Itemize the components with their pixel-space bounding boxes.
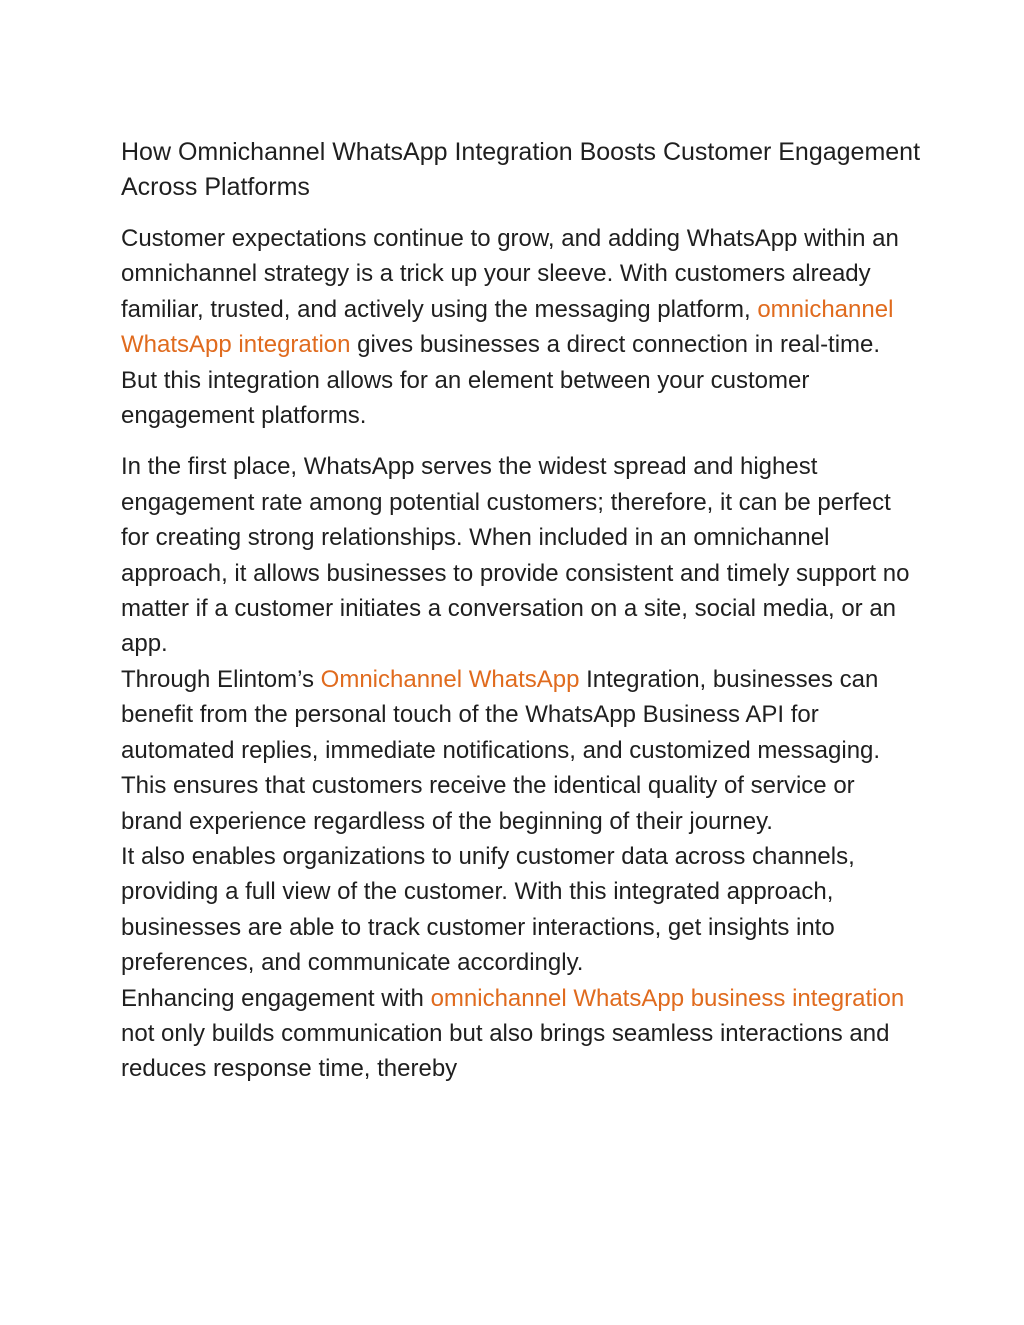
omnichannel-whatsapp-business-integration-link[interactable]: omnichannel WhatsApp business integration [430, 984, 905, 1012]
paragraph-text: Integration, businesses can benefit from the personal touch of the WhatsApp Business API for automated replies, immediate notifications, and customized messaging. This ensures that customers receive the identical quality of service or brand experience regardless of the beginning of their journey. [121, 665, 881, 835]
paragraph-enhancing [121, 981, 921, 1087]
document-title: How Omnichannel WhatsApp Integration Boosts Customer Engagement Across Platforms [121, 138, 921, 201]
paragraph-intro [121, 221, 921, 433]
paragraph-text: Customer expectations continue to grow, and adding WhatsApp within an omnichannel strategy is a trick up your sleeve. With customers already familiar, trusted, and actively using the messaging platform, [121, 225, 899, 323]
paragraph-text: gives businesses a direct connection in real-time. But this integration allows for an element between your customer engagement platforms. [121, 331, 881, 430]
paragraph-unify-data: It also enables organizations to unify customer data across channels, providing a full view of the customer. With this integrated approach, businesses are able to track customer interactions, get insights into preferences, and communicate accordingly. [121, 842, 855, 977]
paragraph-text: not only builds communication but also brings seamless interactions and reduces response time, thereby [121, 1019, 890, 1083]
document-page [121, 135, 921, 1087]
omnichannel-whatsapp-integration-link[interactable]: omnichannel WhatsApp integration [121, 295, 894, 359]
paragraph-first-place: In the first place, WhatsApp serves the widest spread and highest engagement rate among potential customers; therefore, it can be perfect for creating strong relationships. When included in an omnichannel approach, it allows businesses to provide consistent and timely support no matter if a customer initiates a conversation on a site, social media, or an app. [121, 453, 910, 658]
paragraph-text: Through Elintom’s [121, 665, 321, 693]
omnichannel-whatsapp-link[interactable]: Omnichannel WhatsApp [320, 665, 580, 693]
paragraph-text: Enhancing engagement with [121, 984, 431, 1012]
paragraph-elintom [121, 662, 921, 839]
